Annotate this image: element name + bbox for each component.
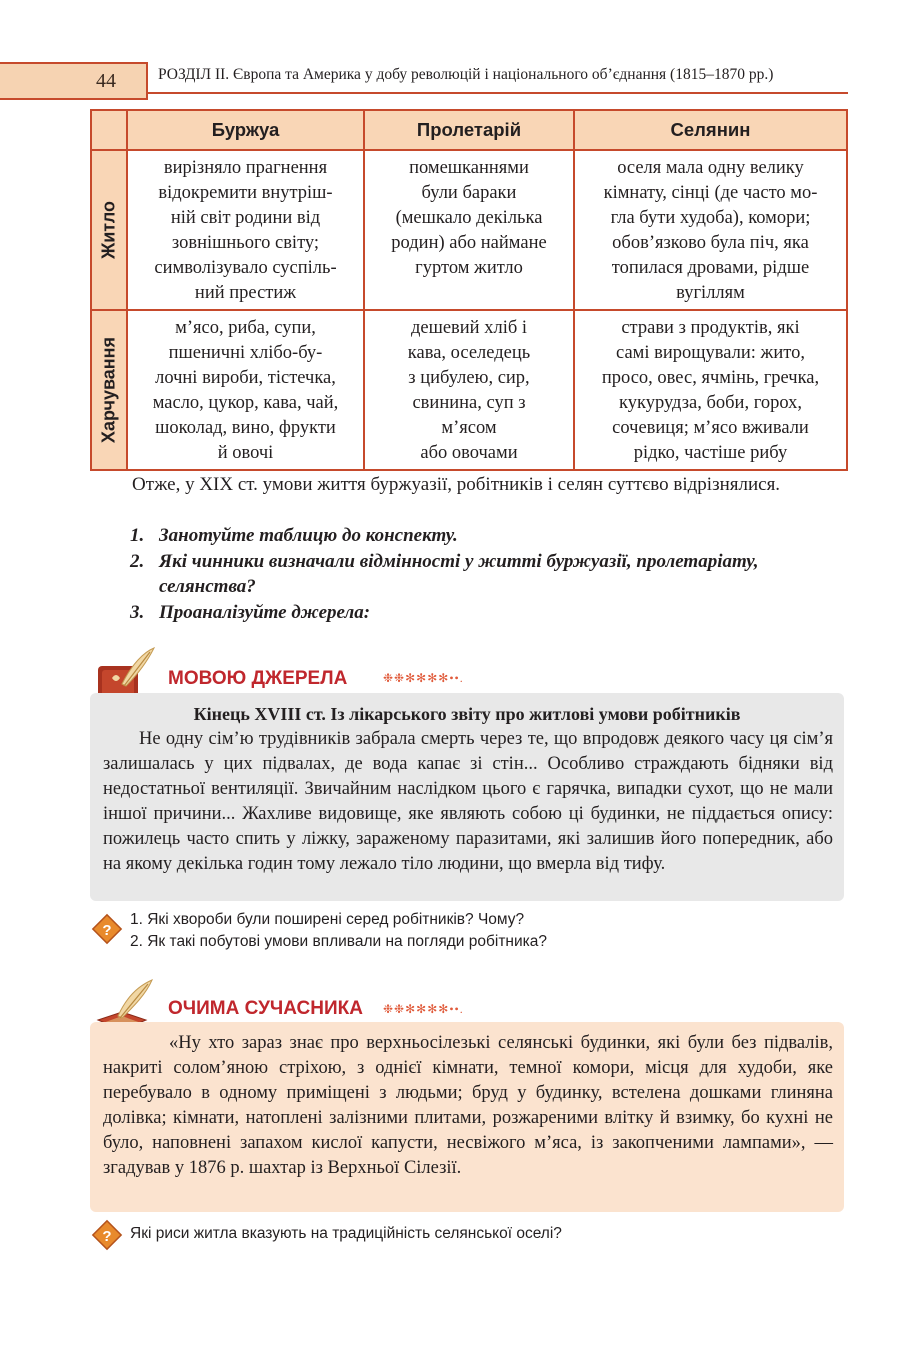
table-cell: оселя мала одну велику кімнату, сінці (де часто мо- гла бути худоба), комори; обов’язково була піч, яка топилася дровами, рідше вугіллям [574,150,847,310]
page-number-tab [0,62,148,100]
table-header-row [91,110,847,150]
ornament-icon: ❉❉✻✻✻✻••. [383,1002,464,1016]
running-title: РОЗДІЛ ІІ. Європа та Америка у добу революцій і національного об’єднання (1815–1870 рр.) [158,66,774,83]
svg-text:?: ? [102,1228,112,1245]
task-item [130,600,846,626]
question-list [130,909,547,953]
table-cell: дешевий хліб і кава, оселедець з цибулею, сир, свинина, суп з м’ясом або овочами [364,310,574,470]
column-header: Буржуа [127,110,364,150]
ornament-icon: ❉❉✻✻✻✻••. [383,671,464,685]
task-item [130,549,846,600]
question-diamond-icon [90,912,124,946]
source-title: Кінець XVIII ст. Із лікарського звіту про житлові умови робітників [193,704,741,724]
task-list [130,523,846,625]
svg-text:?: ? [102,922,112,939]
task-text: Проаналізуйте джерела: [159,601,371,623]
column-header: Пролетарій [364,110,574,150]
task-text: Занотуйте таблицю до конспекту. [159,525,458,546]
row-header [91,150,127,310]
comparison-table [90,109,848,471]
conclusion-paragraph: Отже, у ХІХ ст. умови життя буржуазії, робітників і селян суттєво відрізнялися. [132,474,781,495]
task-text: Які чинники визначали відмінності у житті буржуазії, пролетаріату, селянства? [159,550,759,597]
table-corner-cell [91,110,127,150]
question-diamond-icon [90,1218,124,1252]
table-row [91,310,847,470]
task-number: 2. [130,550,145,572]
table-row [91,150,847,310]
question-item: 1. Які хвороби були поширені серед робітників? Чому? [130,911,525,928]
task-number: 1. [130,525,145,546]
section-heading: ОЧИМА СУЧАСНИКА [168,998,363,1019]
table-cell: помешканнями були бараки (мешкало декілька родин) або наймане гуртом житло [364,150,574,310]
section-heading: МОВОЮ ДЖЕРЕЛА [168,668,348,689]
source-text: Не одну сім’ю трудівників забрала смерть через те, що впродовж деякого часу ця сім’я залишалась у цих підвалах, де вода капає зі стін... Особливо страждають бідняки від недостатньої вентиляції. Звичайним наслідком цього є гарячка, випадки сухот, що не мали іншої причини... Жахливе видовище, яке являють собою ці будинки, не піддається опису: пожилець часто спить у ліжку, зараженому паразитами, які залишив його попередник, або на якому декілька годин тому лежало тіло людини, що вмерла від тифу. [103,729,833,874]
page-number: 44 [96,70,116,92]
row-header-label: Житло [98,200,119,260]
task-item [130,523,846,549]
question-item: Які риси житла вказують на традиційність селянської оселі? [130,1225,562,1242]
header-rule [148,92,848,94]
row-header [91,310,127,470]
table-cell: страви з продуктів, які самі вирощували: жито, просо, овес, ячмінь, гречка, кукурудза, боби, горох, сочевиця; м’ясо вживали рідко, частіше рибу [574,310,847,470]
row-header-label: Харчування [98,336,119,444]
column-header: Селянин [574,110,847,150]
task-number: 3. [130,601,145,623]
table-cell: м’ясо, риба, супи, пшеничні хлібо-бу- лочні вироби, тістечка, масло, цукор, кава, чай, шоколад, вино, фрукти й овочі [127,310,364,470]
table-cell: вирізняло прагнення відокремити внутріш- ній світ родини від зовнішнього світу; символізувало суспіль- ний престиж [127,150,364,310]
quote-text: «Ну хто зараз знає про верхньосілезькі селянські будинки, які були без підвалів, накриті солом’яною стріхою, з однієї кімнати, темної комори, місця для худоби, яке перебувало в одному приміщені з людьми; бруд у будинку, встелена дошками глиняна долівка; кімнати, натоплені залізними плитами, розжареними влітку й взимку, бо кухні не було, наповнені запахом кислої капусти, несвіжого м’яса, із закопченими лампами», — згадував у 1876 р. шахтар із Верхньої Сілезії. [103,1033,833,1178]
question-item: 2. Як такі побутові умови впливали на погляди робітника? [130,933,547,950]
